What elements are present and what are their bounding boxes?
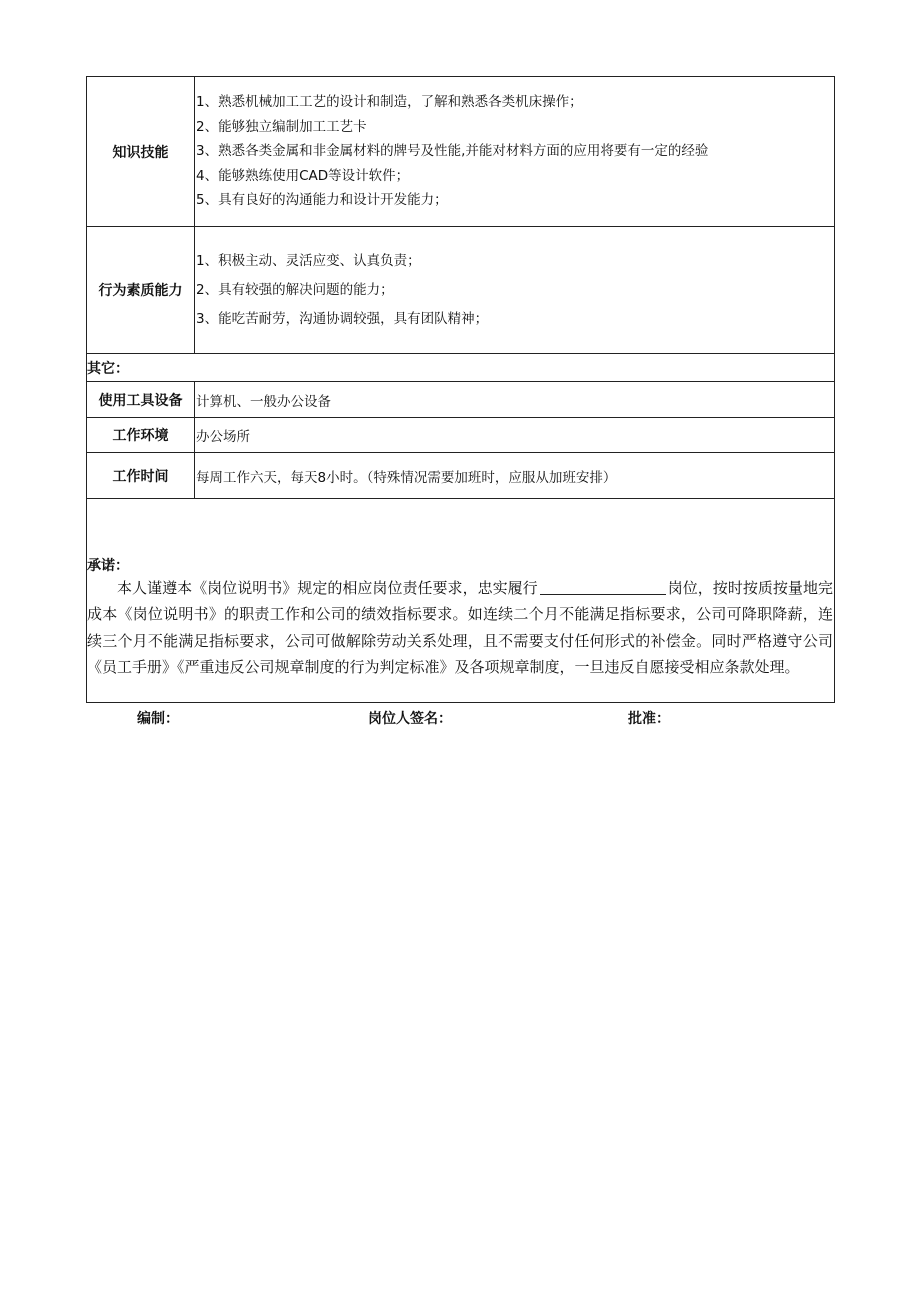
environment-label: 工作环境 [87,418,195,453]
position-blank-field[interactable] [540,579,666,595]
requirements-table [86,76,835,703]
knowledge-item: 1、熟悉机械加工工艺的设计和制造，了解和熟悉各类机床操作； [196,94,583,111]
promise-text-before-blank: 本人谨遵本《岗位说明书》规定的相应岗位责任要求，忠实履行 [117,578,538,597]
knowledge-row [87,77,835,227]
promise-section [87,521,834,681]
work-time-value: 每周工作六天，每天8小时。（特殊情况需要加班时，应服从加班安排） [195,453,835,499]
behavior-row [87,227,835,354]
knowledge-item: 3、熟悉各类金属和非金属材料的牌号及性能,并能对材料方面的应用将要有一定的经验 [196,143,709,160]
knowledge-item: 5、具有良好的沟通能力和设计开发能力； [196,192,448,209]
knowledge-label: 知识技能 [87,77,195,227]
behavior-content [195,227,835,354]
job-description-form [86,76,834,703]
tools-row [87,382,835,418]
other-row [87,354,835,382]
work-time-row [87,453,835,499]
signature-footer [86,708,834,728]
prepared-by-label: 编制： [137,711,179,727]
knowledge-item: 2、能够独立编制加工工艺卡 [196,118,367,135]
behavior-item: 1、积极主动、灵活应变、认真负责； [196,252,421,269]
promise-text [87,575,834,681]
environment-row [87,418,835,453]
knowledge-content [195,77,835,227]
other-label: 其它： [87,354,835,382]
environment-value: 办公场所 [195,418,835,453]
promise-row [87,499,835,703]
behavior-item: 2、具有较强的解决问题的能力； [196,281,394,298]
work-time-label: 工作时间 [87,453,195,499]
promise-title: 承诺： [87,557,129,574]
tools-value: 计算机、一般办公设备 [195,382,835,418]
promise-cell [87,499,835,703]
promise-text-after-blank: 岗位，按时按质按量地完成本《岗位说明书》的职责工作和公司的绩效指标要求。如连续二个月不能满足指标要求，公司可降职降薪，连续三个月不能满足指标要求，公司可做解除劳动关系处理，且不需要支付任何形式的补偿金。同时严格遵守公司《员工手册》《严重违反公司规章制度的行为判定标准》及各项规章制度，一旦违反自愿接受相应条款处理。 [87,578,833,676]
signature-label: 岗位人签名： [368,711,452,727]
behavior-label: 行为素质能力 [87,227,195,354]
tools-label: 使用工具设备 [87,382,195,418]
approved-by-label: 批准： [628,711,670,727]
behavior-item: 3、能吃苦耐劳，沟通协调较强，具有团队精神； [196,310,489,327]
knowledge-item: 4、能够熟练使用CAD等设计软件； [196,167,410,184]
